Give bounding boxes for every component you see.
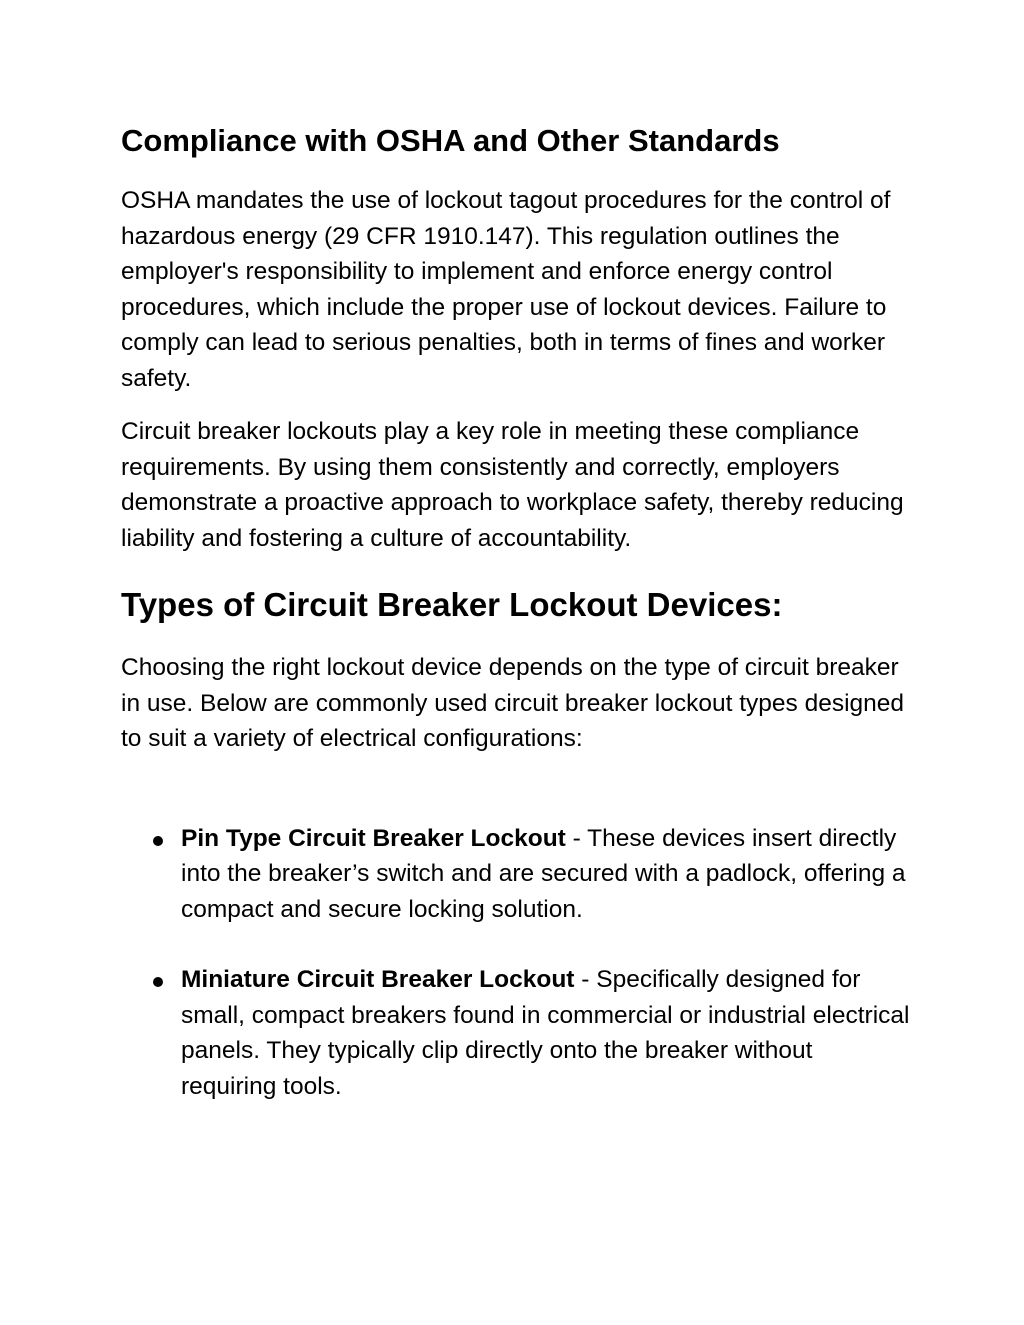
list-item: [121, 821, 911, 928]
paragraph-osha-mandate: OSHA mandates the use of lockout tagout procedures for the control of hazardous energy (29 CFR 1910.147). This regulation outlines the employer's responsibility to implement and enforce energy control procedures, which include the proper use of lockout devices. Failure to comply can lead to serious penalties, both in terms of fines and worker safety.: [121, 187, 891, 392]
bullet-icon: [153, 977, 163, 987]
list-item: [121, 962, 911, 1104]
section-heading-compliance: Compliance with OSHA and Other Standards: [121, 123, 780, 158]
paragraph-circuit-breaker-role: Circuit breaker lockouts play a key role in meeting these compliance requirements. By using them consistently and correctly, employers demonstrate a proactive approach to workplace safety, thereby reducing liability and fostering a culture of accountability.: [121, 418, 904, 552]
list-item-description: - Specifically designed for small, compact breakers found in commercial or industrial electrical panels. They typically clip directly onto the breaker without requiring tools.: [181, 966, 910, 1100]
bullet-icon: [153, 836, 163, 846]
list-item-term: Miniature Circuit Breaker Lockout: [181, 966, 575, 993]
section-heading-lockout-types: Types of Circuit Breaker Lockout Devices:: [121, 586, 783, 623]
list-item-description: - These devices insert directly into the breaker’s switch and are secured with a padlock, offering a compact and secure locking solution.: [181, 824, 906, 923]
list-item-term: Pin Type Circuit Breaker Lockout: [181, 824, 566, 852]
document-page: [121, 119, 911, 1139]
lockout-types-list: [121, 821, 911, 1105]
paragraph-types-intro: Choosing the right lockout device depends on the type of circuit breaker in use. Below are commonly used circuit breaker lockout types designed to suit a variety of electrical configurations:: [121, 654, 905, 752]
